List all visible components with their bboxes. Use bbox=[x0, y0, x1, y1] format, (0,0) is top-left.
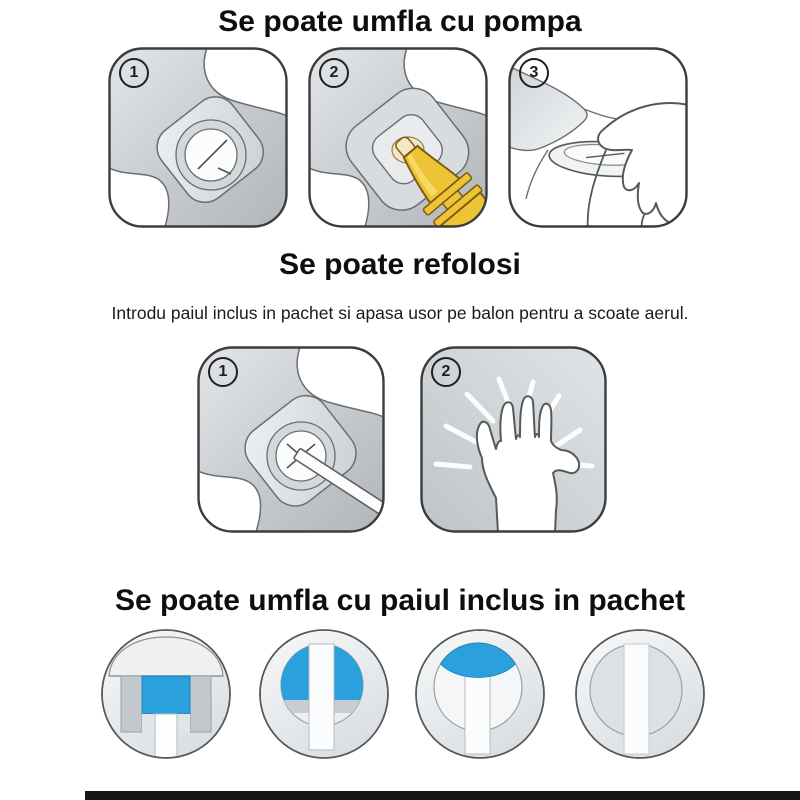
reuse-step2-panel bbox=[420, 346, 607, 533]
valve-cross-section-svg bbox=[100, 628, 232, 760]
section-reuse-subtitle: Introdu paiul inclus in pachet si apasa usor pe balon pentru a scoate aerul. bbox=[111, 303, 689, 323]
section-pump-title: Se poate umfla cu pompa bbox=[218, 5, 582, 38]
pump-step3-panel bbox=[508, 47, 688, 228]
pump-step1-panel bbox=[108, 47, 288, 228]
valve-top-view-full-diagram bbox=[574, 628, 706, 760]
step-number-badge: 1 bbox=[119, 58, 149, 88]
valve-top-view-entering-diagram bbox=[258, 628, 390, 760]
section-reuse-title: Se poate refolosi bbox=[279, 248, 521, 281]
valve-cross-section-diagram bbox=[100, 628, 232, 760]
valve-top-entering-svg bbox=[258, 628, 390, 760]
valve-top-view-halfway-diagram bbox=[414, 628, 546, 760]
step-number-badge: 3 bbox=[519, 58, 549, 88]
reuse-step1-panel bbox=[197, 346, 385, 533]
step-number-badge: 2 bbox=[431, 357, 461, 387]
step-number-badge: 2 bbox=[319, 58, 349, 88]
bottom-bar bbox=[85, 791, 800, 800]
valve-top-halfway-svg bbox=[414, 628, 546, 760]
step-number-badge: 1 bbox=[208, 357, 238, 387]
section-straw-title: Se poate umfla cu paiul inclus in pachet bbox=[114, 584, 686, 617]
pump-step2-panel bbox=[308, 47, 488, 228]
valve-top-full-svg bbox=[574, 628, 706, 760]
